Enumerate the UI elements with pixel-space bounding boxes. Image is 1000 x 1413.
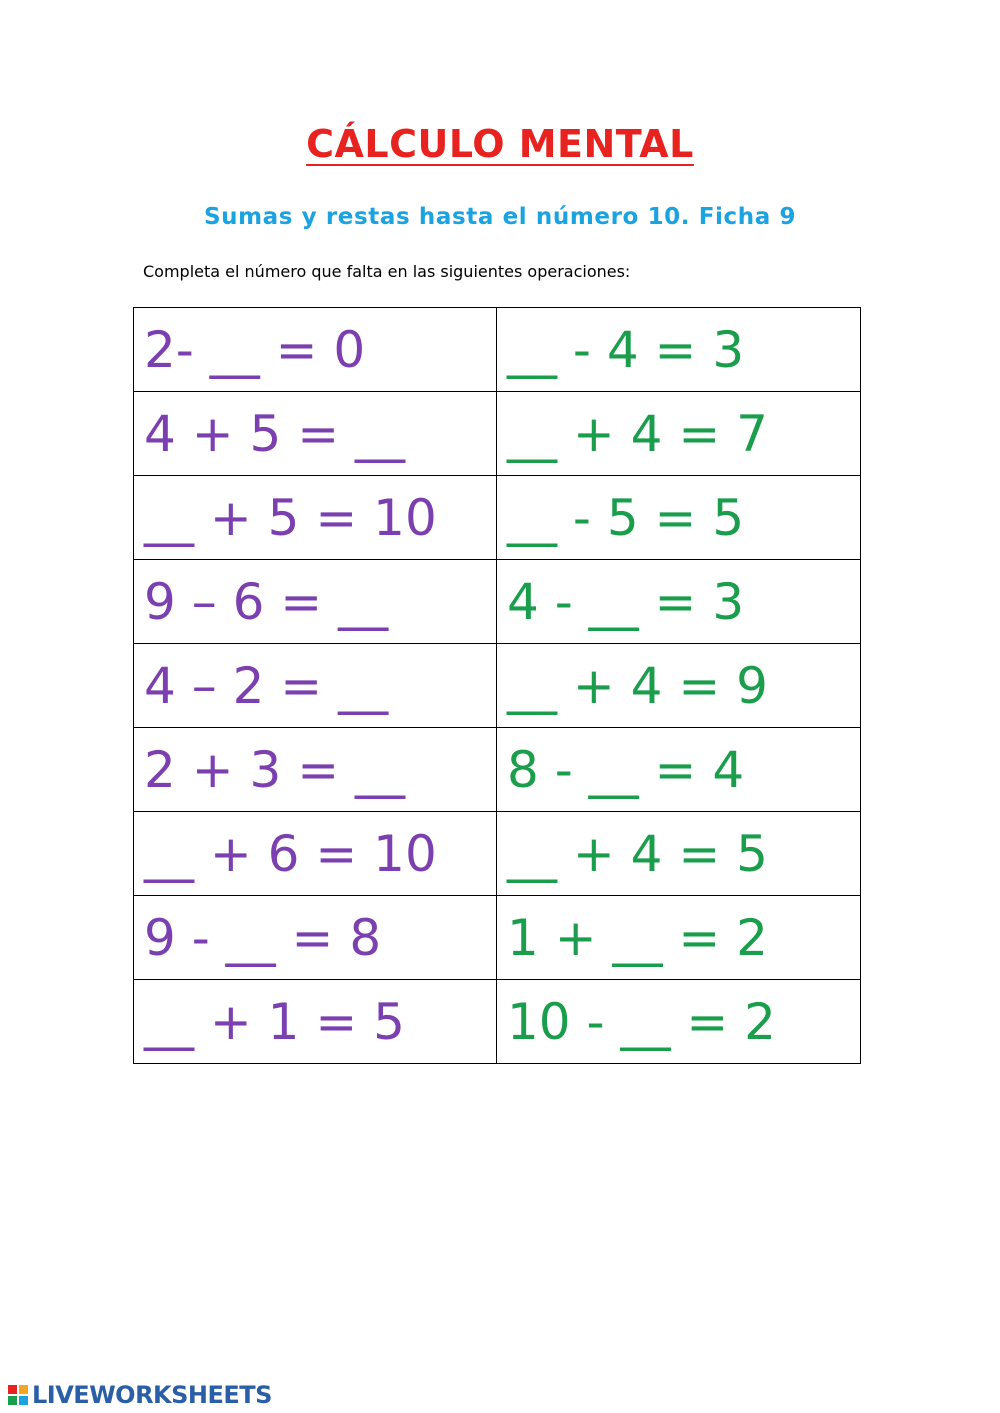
exercise-table (133, 307, 861, 1064)
table-row (134, 812, 861, 896)
exercise-cell-right: 8 - __ = 4 (497, 728, 861, 812)
exercise-cell-right: __ + 4 = 5 (497, 812, 861, 896)
page-title: CÁLCULO MENTAL (306, 122, 694, 166)
exercise-cell-right: 10 - __ = 2 (497, 980, 861, 1064)
instruction-text: Completa el número que falta en las siguientes operaciones: (143, 262, 631, 281)
table-row (134, 392, 861, 476)
exercise-cell-left: 4 – 2 = __ (134, 644, 497, 728)
exercise-cell-left: __ + 6 = 10 (134, 812, 497, 896)
table-row (134, 308, 861, 392)
exercise-cell-right: __ + 4 = 7 (497, 392, 861, 476)
exercise-cell-right: 4 - __ = 3 (497, 560, 861, 644)
table-row (134, 728, 861, 812)
footer-brand[interactable] (8, 1380, 272, 1410)
table-row (134, 560, 861, 644)
exercise-cell-right: __ - 5 = 5 (497, 476, 861, 560)
exercise-cell-right: __ + 4 = 9 (497, 644, 861, 728)
brand-name: LIVEWORKSHEETS (32, 1381, 272, 1409)
table-row (134, 980, 861, 1064)
table-row (134, 644, 861, 728)
exercise-cell-left: 9 - __ = 8 (134, 896, 497, 980)
exercise-cell-left: 2- __ = 0 (134, 308, 497, 392)
exercise-cell-left: 9 – 6 = __ (134, 560, 497, 644)
exercise-cell-left: 4 + 5 = __ (134, 392, 497, 476)
exercise-cell-right: 1 + __ = 2 (497, 896, 861, 980)
exercise-cell-left: __ + 5 = 10 (134, 476, 497, 560)
exercise-cell-left: __ + 1 = 5 (134, 980, 497, 1064)
table-row (134, 476, 861, 560)
exercise-cell-left: 2 + 3 = __ (134, 728, 497, 812)
page-subtitle: Sumas y restas hasta el número 10. Ficha 9 (203, 204, 797, 230)
table-row (134, 896, 861, 980)
exercise-cell-right: __ - 4 = 3 (497, 308, 861, 392)
liveworksheets-logo-icon (8, 1385, 28, 1405)
